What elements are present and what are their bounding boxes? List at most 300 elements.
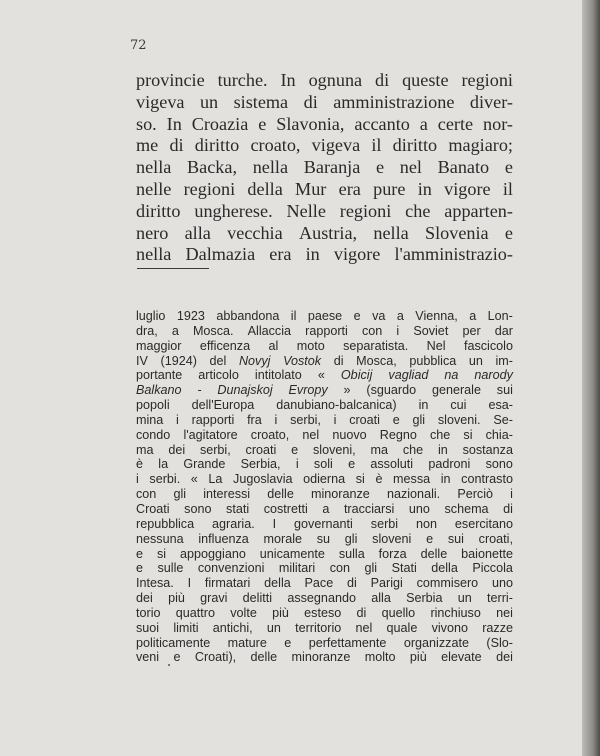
word: si (156, 546, 167, 561)
word: IV (136, 353, 148, 368)
word: costretti (263, 501, 308, 516)
word: e (258, 113, 267, 134)
word: regioni (339, 200, 392, 221)
word: un (457, 591, 472, 606)
word: Obicij (340, 368, 373, 383)
word: i (295, 457, 299, 472)
word: Serbia, (240, 457, 281, 472)
word: governanti (294, 516, 353, 531)
word: Croati), (194, 650, 237, 665)
word: nessuna (136, 531, 184, 546)
word: sulla (338, 546, 365, 561)
word: Allaccia (247, 323, 292, 338)
word: so. (136, 113, 157, 134)
word: luglio (136, 309, 166, 323)
word: l'agitatore (183, 427, 238, 442)
word: croato, (250, 427, 290, 442)
word: convenzioni (197, 561, 265, 576)
word: della (247, 178, 283, 199)
word: di (347, 576, 357, 591)
word: organizzate (403, 635, 469, 650)
word: pure (373, 178, 406, 199)
word: ungherese. (194, 200, 273, 221)
word: assegnando (287, 591, 356, 606)
word: pubblica (409, 353, 457, 368)
word: regioni (183, 178, 236, 199)
word: antichi, (212, 620, 253, 635)
word: con (361, 323, 383, 338)
word: « (317, 368, 325, 383)
word: suoi (136, 620, 160, 635)
word: croati, (478, 531, 513, 546)
word: provincie (136, 70, 205, 90)
footnote-line (136, 502, 513, 517)
word: e (375, 157, 385, 178)
footnote-line (136, 561, 513, 576)
text-line (136, 157, 513, 179)
word: diver- (469, 91, 513, 112)
word: ognuna (308, 70, 363, 90)
word: vigeva (136, 91, 185, 112)
word: di (503, 501, 513, 516)
word: Croazia (191, 113, 249, 134)
word: Jugoslavia (233, 472, 293, 487)
word: i (510, 487, 513, 502)
word: croati (349, 412, 380, 427)
word: su (316, 531, 331, 546)
word: amministrazione (333, 91, 455, 112)
word: razze (482, 620, 513, 635)
word: appoggiano (180, 546, 246, 561)
word: 1923 (176, 309, 205, 323)
footnote-line (136, 517, 513, 532)
word: veni (136, 650, 160, 665)
word: Slovenia (424, 222, 489, 243)
footnote-line (136, 309, 513, 324)
word: per (462, 323, 481, 338)
word: Slavonia, (276, 113, 345, 134)
word: e (426, 531, 434, 546)
word: Regno (379, 427, 417, 442)
word: uno (491, 576, 513, 591)
word: al (268, 338, 279, 353)
word: nelle (136, 178, 172, 199)
text-line (136, 223, 513, 245)
word: vigore (333, 244, 381, 265)
word: Lon- (487, 309, 513, 323)
word: certe (437, 113, 474, 134)
word: si (463, 427, 473, 442)
footnote-line (136, 472, 513, 487)
word: non (415, 516, 437, 531)
word: quello (381, 605, 416, 620)
word: esteso (304, 605, 342, 620)
word: a (322, 501, 330, 516)
word: in (440, 472, 451, 487)
word: un (199, 91, 219, 112)
footnote-line (136, 383, 513, 398)
word: In (166, 113, 182, 134)
word: il (290, 309, 297, 323)
word: im- (495, 353, 513, 368)
word: militari (278, 561, 316, 576)
word: abbandona (216, 309, 280, 323)
word: croati (245, 442, 277, 457)
word: e (136, 546, 144, 561)
footnote-line (136, 339, 513, 354)
word: narody (474, 368, 513, 383)
footnote-text (136, 309, 513, 665)
word: intitolato (254, 368, 302, 383)
word: tracciarsi (343, 501, 395, 516)
word: e (504, 222, 513, 243)
text-line (136, 179, 513, 201)
ink-speck (168, 664, 170, 666)
word: alla (184, 222, 211, 243)
word: mina (136, 412, 164, 427)
word: serbi (370, 516, 399, 531)
word: quale (386, 620, 418, 635)
word: più (272, 605, 289, 620)
word: più (409, 650, 427, 665)
footnote-line (136, 636, 513, 651)
word: in (417, 178, 432, 199)
word: firmatari (204, 576, 251, 591)
footnote-line (136, 457, 513, 472)
text-line (136, 244, 513, 266)
word: « (190, 472, 198, 487)
word: vagliad (388, 368, 429, 383)
word: sostanza (462, 442, 513, 457)
footnote-line (136, 621, 513, 636)
word: chia- (485, 427, 513, 442)
word: e (284, 635, 292, 650)
word: nero (136, 222, 169, 243)
word: soli (313, 457, 333, 472)
word: queste (402, 70, 449, 90)
word: Dunajskoj (217, 383, 273, 398)
word: morale (263, 531, 303, 546)
word: serbi, (290, 412, 321, 427)
word: va (372, 309, 386, 323)
word: politicamente (136, 635, 211, 650)
word: vivono (431, 620, 468, 635)
word: I (272, 516, 277, 531)
word: sui (447, 531, 464, 546)
word: portante (136, 368, 183, 383)
word: esercitano (454, 516, 513, 531)
word: popoli (136, 398, 170, 413)
word: e (504, 157, 513, 178)
word: vecchia (227, 222, 283, 243)
footnote-line (136, 443, 513, 458)
word: contrasto (461, 472, 513, 487)
word: nei (496, 605, 513, 620)
word: limiti (173, 620, 199, 635)
word: Vostok (283, 353, 322, 368)
word: volte (230, 605, 257, 620)
word: era (269, 244, 292, 265)
text-line (136, 135, 513, 157)
word: dei (168, 442, 186, 457)
word: della (431, 561, 458, 576)
word: ma (370, 442, 388, 457)
word: e (353, 309, 361, 323)
word: articolo (198, 368, 239, 383)
word: (sguardo (366, 383, 417, 398)
word: territorio (295, 620, 342, 635)
word: del (209, 353, 227, 368)
word: vigeva (311, 135, 361, 156)
word: che (429, 427, 451, 442)
word: commisero (416, 576, 479, 591)
text-line (136, 201, 513, 223)
word: Nelle (286, 200, 326, 221)
word: nel (355, 620, 373, 635)
footnote-line (136, 354, 513, 369)
word: paese (307, 309, 343, 323)
word: repubblica (136, 516, 195, 531)
word: elevate (441, 650, 482, 665)
word: efficenza (199, 338, 251, 353)
word: nor- (483, 113, 513, 134)
word: il (371, 135, 382, 156)
word: di (356, 605, 367, 620)
word: diritto (194, 135, 240, 156)
word: gli (412, 412, 426, 427)
word: (1924) (160, 353, 197, 368)
word: sulle (157, 561, 184, 576)
word: perfettamente (308, 635, 387, 650)
word: gli (173, 487, 187, 502)
word: condo (136, 427, 171, 442)
word: odierna (303, 472, 346, 487)
word: con (329, 561, 351, 576)
word: influenza (198, 531, 249, 546)
word: danubiano-balcanica) (276, 398, 397, 413)
word: di (333, 353, 344, 368)
word: nazionali. (386, 487, 441, 502)
word: della (264, 576, 291, 591)
word: assoluti (370, 457, 414, 472)
word: Se- (493, 412, 513, 427)
word: rinchiuso (430, 605, 481, 620)
footnote-line (136, 487, 513, 502)
word: minoranze (291, 650, 351, 665)
word: che (402, 442, 424, 457)
word: I (187, 576, 192, 591)
word: me (136, 135, 159, 156)
word: vigore (444, 178, 491, 199)
word: nella (136, 157, 172, 178)
word: e (136, 561, 144, 576)
word: ma (136, 442, 154, 457)
word: stati (226, 501, 250, 516)
word: in (437, 442, 448, 457)
word: molto (364, 650, 396, 665)
word: delle (250, 650, 278, 665)
word: si (355, 472, 365, 487)
word: dell'Europa (191, 398, 255, 413)
word: sloveni (372, 531, 412, 546)
word: un (468, 353, 483, 368)
word: sono (485, 457, 513, 472)
word: di (303, 91, 318, 112)
word: Soviet (413, 323, 449, 338)
word: Banato (437, 157, 490, 178)
word: più (168, 591, 185, 606)
word: i (396, 323, 400, 338)
word: Intesa. (136, 576, 174, 591)
word: Pace (304, 576, 334, 591)
word: Balkano (136, 383, 182, 398)
word: accanto (354, 113, 410, 134)
footnote-line (136, 547, 513, 562)
word: e (392, 412, 400, 427)
footnote-line (136, 591, 513, 606)
footnote-line (136, 650, 513, 665)
word: in (305, 244, 320, 265)
word: (Slo- (486, 635, 513, 650)
word: rapporti (305, 323, 348, 338)
footnote-line (136, 428, 513, 443)
word: schema (444, 501, 489, 516)
word: dei (136, 591, 153, 606)
word: a (171, 323, 179, 338)
word: delle (267, 487, 294, 502)
word: minoranze (311, 487, 370, 502)
word: Parigi (370, 576, 403, 591)
word: nella (136, 244, 172, 265)
word: a (419, 113, 428, 134)
word: Austria, (298, 222, 358, 243)
word: sui (496, 383, 513, 398)
word: dei (496, 650, 513, 665)
word: Grande (183, 457, 226, 472)
word: generale (431, 383, 481, 398)
word: Novyj (238, 353, 271, 368)
word: l'amministrazio- (394, 244, 513, 265)
word: regioni (461, 70, 513, 90)
footnote-line (136, 532, 513, 547)
word: nuovo (332, 427, 367, 442)
word: La (208, 472, 223, 487)
word: separatista. (343, 338, 409, 353)
word: in (418, 398, 429, 413)
word: Nel (426, 338, 446, 353)
word: maggior (136, 338, 182, 353)
word: Mur (295, 178, 327, 199)
word: con (136, 487, 157, 502)
word: torio (136, 605, 161, 620)
word: messa (393, 472, 431, 487)
word: dra, (136, 323, 158, 338)
footnote-line (136, 576, 513, 591)
word: a (469, 309, 477, 323)
word: i (136, 472, 139, 487)
word: esa- (488, 398, 513, 413)
word: magiaro; (448, 135, 513, 156)
word: gli (364, 561, 378, 576)
word: delle (420, 546, 448, 561)
text-line (136, 92, 513, 114)
word: Stati (391, 561, 417, 576)
word: dar (494, 323, 513, 338)
word: serbi, (199, 442, 231, 457)
word: Serbia (406, 591, 443, 606)
word: e (173, 650, 181, 665)
word: di (375, 70, 390, 90)
word: un (266, 620, 281, 635)
word: Mosca, (356, 353, 397, 368)
word: Vienna, (415, 309, 458, 323)
word: gli (344, 531, 358, 546)
word: Piccola (472, 561, 513, 576)
word: di (169, 135, 184, 156)
word: Baranja (303, 157, 361, 178)
word: alla (371, 591, 391, 606)
word: sloveni. (437, 412, 481, 427)
word: nel (399, 157, 422, 178)
word: na (444, 368, 459, 383)
word: nella (373, 222, 409, 243)
word: che (405, 200, 431, 221)
word: interessi (203, 487, 251, 502)
word: apparten- (444, 200, 513, 221)
word: delitti (242, 591, 273, 606)
book-gutter (582, 0, 600, 756)
word: fra (247, 412, 262, 427)
word: sono (184, 501, 212, 516)
main-text (136, 70, 513, 266)
word: è (375, 472, 383, 487)
word: i (176, 412, 179, 427)
word: baionette (461, 546, 513, 561)
word: Dalmazia (185, 244, 256, 265)
word: Evropy (288, 383, 328, 398)
word: In (280, 70, 296, 90)
word: croato, (250, 135, 301, 156)
word: - (197, 383, 202, 398)
footnote-line (136, 368, 513, 383)
word: unicamente (259, 546, 325, 561)
word: fascicolo (463, 338, 513, 353)
word: uno (408, 501, 430, 516)
page-number: 72 (130, 38, 147, 53)
word: diritto (392, 135, 438, 156)
word: rapporti (191, 412, 235, 427)
word: quattro (175, 605, 215, 620)
word: padroni (428, 457, 471, 472)
word: Mosca. (192, 323, 234, 338)
word: Perciò (457, 487, 494, 502)
text-line (136, 70, 513, 92)
footnote-line (136, 324, 513, 339)
footnote-line (136, 398, 513, 413)
word: la (158, 457, 169, 472)
word: cui (450, 398, 467, 413)
word: Backa, (187, 157, 238, 178)
word: era (338, 178, 361, 199)
word: i (333, 412, 337, 427)
word: nel (302, 427, 320, 442)
word: sloveni, (312, 442, 356, 457)
word: Croati (136, 501, 170, 516)
word: sistema (233, 91, 289, 112)
word: il (502, 178, 513, 199)
word: moto (296, 338, 325, 353)
word: diritto (136, 200, 181, 221)
